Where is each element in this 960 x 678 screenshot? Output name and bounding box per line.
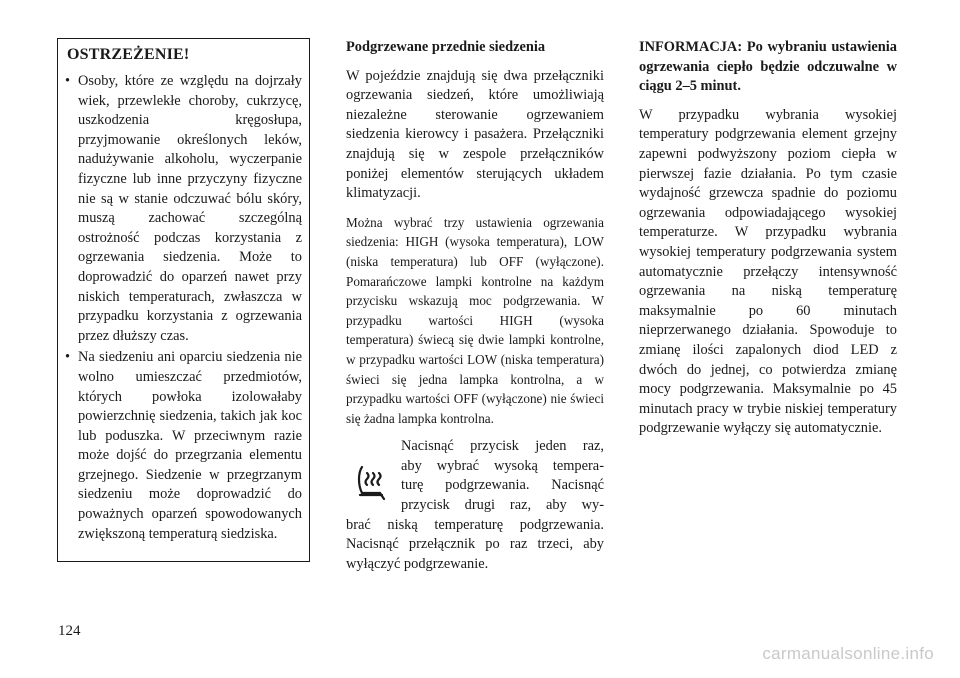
info-paragraph: W przypadku wybrania wysokiej temperatury podgrzewania element grzejny zapewni podwyższony poziom ciepła w pierwszej fazie działania. Po tym czasie wydajność grzewcza spadnie do poziomu ogrzewania odpowiadającego wysokiej temperaturze. W przypadku wybrania wysokiej temperatury podgrzewania system automatycznie przełączy intensywność ogrzewania na niską temperaturę maksymalnie po 60 minutach nieprzerwanego działania. Spowoduje to zmianę ilości zapalonych diod LED z dwóch do jednej, co potwierdza zmianę mocy podgrzewania. Maksymalnie po 45 minutach pracy w trybie niskiej temperatury podgrzewanie wyłączy się automatycznie. <box>639 106 897 437</box>
heated-seat-icon <box>354 463 390 507</box>
section-column <box>346 38 604 574</box>
instruction-line: przycisk drugi raz, aby wy- <box>401 497 604 514</box>
warning-box <box>57 38 310 562</box>
section-heading: Podgrzewane przednie siedzenia <box>346 39 546 55</box>
warning-item-text: Na siedzeniu ani oparciu siedzenia nie wolno umieszczać przedmiotów, których powłoka izolowałaby powierzchnię siedzenia, takich jak koc lub poduszka. W przeciwnym razie może dojść do przegrzania elementu grzejnego. Siedzenie w przegrzanym siedzeniu może doprowadzić do poważnych oparzeń spowodowanych zwiększoną temperaturą siedziska. <box>78 349 302 542</box>
info-text: Po wybraniu ustawienia ogrzewania ciepło będzie odczuwalne w ciągu 2–5 minut. <box>639 39 897 95</box>
bullet-symbol: • <box>65 349 71 366</box>
page-number: 124 <box>58 623 81 639</box>
warning-item-text: Osoby, które ze względu na dojrzały wiek, przewlekłe choroby, cukrzycę, uszkodzenia kręgosłupa, przyjmowanie określonych leków, nadużywanie alkoholu, wyczerpanie fizyczne lub inne przyczyny fizyczne nie są w stanie odczuwać bólu skóry, muszą zachować szczególną ostrożność podczas korzystania z ogrzewania siedzenia. Może to doprowadzić do oparzeń nawet przy niskich temperaturach, zwłaszcza w przypadku korzystania z ogrzewania przez dłuższy czas. <box>78 73 302 344</box>
info-column <box>639 38 897 439</box>
warning-item <box>65 348 302 544</box>
info-note <box>639 38 897 97</box>
bullet-symbol: • <box>65 73 71 89</box>
instruction-line: aby wybrać wysoką tempera- <box>401 457 604 474</box>
seat-heater-instruction <box>346 437 604 574</box>
section-paragraph-2: Można wybrać trzy ustawienia ogrzewania siedzenia: HIGH (wysoka temperatura), LOW (niska temperatura) lub OFF (wyłączone). Pomarańczowe lampki kontrolne na każdym przycisku wskazują moc podgrzewania. W przypadku wartości HIGH (wysoka temperatura) świecą się dwie lampki kontrolne, w przypadku wartości LOW (niska temperatura) świeci się jedna lampka kontrolna, a w przypadku wartości OFF (wyłączone) nie świeci się żadna lampka kontrolna. <box>346 214 604 426</box>
instruction-line: Nacisnąć przycisk jeden raz, <box>401 438 604 455</box>
warning-item <box>65 72 302 346</box>
warning-title: OSTRZEŻENIE! <box>67 46 190 63</box>
instruction-line: turę podgrzewania. Nacisnąć <box>401 477 604 494</box>
info-label: INFORMACJA: <box>639 39 743 55</box>
instruction-rest: brać niską temperaturę podgrzewania. Nacisnąć przełącznik po raz trzeci, aby wyłączyć podgrzewanie. <box>346 516 604 572</box>
watermark: carmanualsonline.info <box>762 644 934 663</box>
section-paragraph-1: W pojeździe znajdują się dwa przełączniki ogrzewania siedzeń, które umożliwiają niezależne sterowanie ogrzewaniem siedzenia kierowcy i pasażera. Przełączniki znajdują się w zespole przełączników poniżej elementów sterujących układem klimatyzacji. <box>346 67 604 202</box>
